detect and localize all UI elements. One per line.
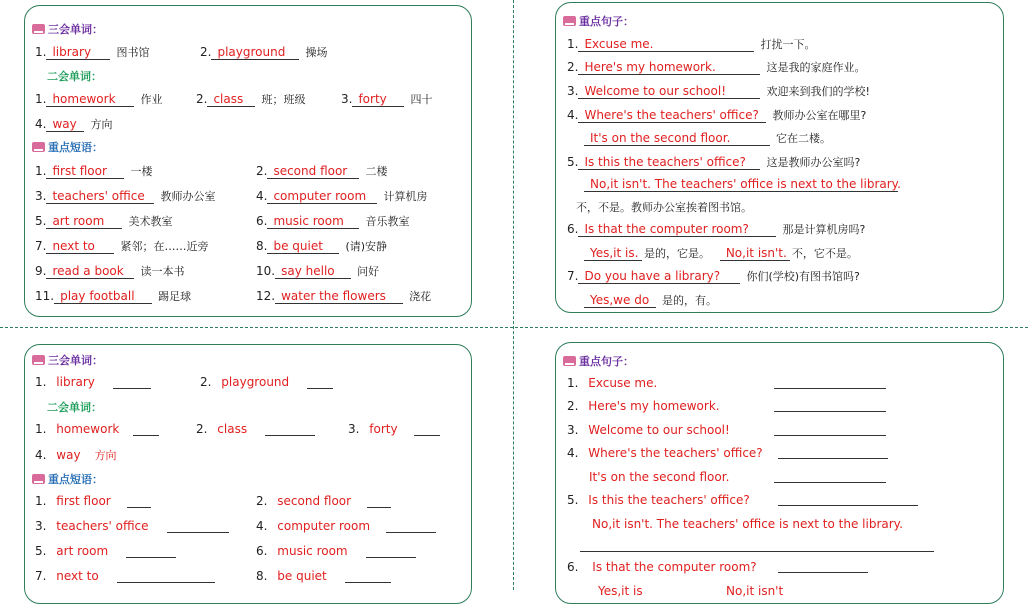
vocab-card-blank bbox=[24, 344, 472, 604]
answer-blank[interactable] bbox=[774, 399, 886, 412]
word-row: 3. forty 四十 bbox=[341, 92, 433, 106]
word-row: 1. library 图书馆 bbox=[35, 45, 150, 59]
answer-blank[interactable] bbox=[774, 470, 886, 483]
word-row: 4. way 方向 bbox=[35, 448, 117, 462]
sentence-row: Yes,it is. 是的，它是。 No,it isn't. 不，它不是。 bbox=[584, 245, 858, 261]
answer-blank[interactable] bbox=[367, 495, 391, 508]
phrase-row: 6. music room 音乐教室 bbox=[256, 214, 410, 228]
answer-blank[interactable] bbox=[774, 376, 886, 389]
answer-blank[interactable] bbox=[366, 545, 416, 558]
word-row: 2. playground bbox=[200, 375, 333, 389]
word-row: 2. class bbox=[196, 422, 315, 436]
answer-blank[interactable] bbox=[126, 545, 176, 558]
word-row: 1. homework bbox=[35, 422, 159, 436]
phrase-row: 1. first floor 一楼 bbox=[35, 164, 153, 178]
answer-blank[interactable] bbox=[778, 493, 918, 506]
phrase-row: 6. music room bbox=[256, 544, 416, 558]
answer-blank[interactable] bbox=[345, 570, 391, 583]
phrase-row: 2. second floor bbox=[256, 494, 391, 508]
phrase-row: 1. first floor bbox=[35, 494, 151, 508]
phrase-row: 3. teachers' office bbox=[35, 519, 229, 533]
answer-blank[interactable] bbox=[778, 560, 868, 573]
section-phrases: 重点短语： bbox=[32, 471, 103, 487]
phrase-row: 5. art room 美术教室 bbox=[35, 214, 173, 228]
sentence-row: 4. Where's the teachers' office? bbox=[567, 446, 763, 460]
sentence-row: 5. Is this the teachers' office? 这是教师办公室吗? bbox=[567, 155, 861, 169]
sentence-row: No,it isn't. The teachers' office is next to the library. bbox=[584, 177, 898, 192]
word-row: 2. playground 操场 bbox=[200, 45, 328, 59]
answer-blank[interactable] bbox=[167, 520, 229, 533]
word-row: 1. homework 作业 bbox=[35, 92, 163, 106]
word-row: 2. class 班；班级 bbox=[196, 92, 306, 106]
phrase-row: 3. teachers' office 教师办公室 bbox=[35, 189, 216, 203]
answer-blank[interactable] bbox=[265, 423, 315, 436]
phrase-row: 11. play football 踢足球 bbox=[35, 289, 192, 303]
section-sentences: 重点句子： bbox=[563, 13, 634, 29]
answer-blank[interactable] bbox=[774, 423, 886, 436]
phrase-row: 12. water the flowers 浇花 bbox=[256, 289, 432, 303]
phrase-row: 5. art room bbox=[35, 544, 176, 558]
book-icon bbox=[563, 356, 576, 366]
phrase-row: 9. read a book 读一本书 bbox=[35, 264, 185, 278]
answer-blank[interactable] bbox=[778, 446, 888, 459]
book-icon bbox=[32, 474, 45, 484]
phrase-row: 4. computer room bbox=[256, 519, 436, 533]
sentence-row: 6. Is that the computer room? 那是计算机房吗? bbox=[567, 222, 866, 236]
sentence-row: 6. Is that the computer room? bbox=[567, 560, 757, 574]
sentence-row: Yes,it is bbox=[598, 584, 643, 598]
section-phrases: 重点短语： bbox=[32, 139, 103, 155]
book-icon bbox=[32, 24, 45, 34]
horizontal-divider bbox=[0, 327, 1028, 328]
sentence-row: No,it isn't. The teachers' office is next to the library. bbox=[592, 517, 903, 531]
answer-blank[interactable] bbox=[580, 539, 934, 552]
word-row: 4. way 方向 bbox=[35, 117, 113, 131]
book-icon bbox=[563, 16, 576, 26]
answer-blank[interactable] bbox=[133, 423, 159, 436]
sentence-row: 1. Excuse me. bbox=[567, 376, 658, 390]
sentence-row: 3. Welcome to our school! 欢迎来到我们的学校! bbox=[567, 84, 870, 98]
phrase-row: 4. computer room 计算机房 bbox=[256, 189, 428, 203]
sentence-row: 7. Do you have a library? 你们(学校)有图书馆吗? bbox=[567, 269, 860, 283]
sentence-row: 3. Welcome to our school! bbox=[567, 423, 730, 437]
sentences-card-answers bbox=[555, 2, 1004, 313]
phrase-row: 7. next to bbox=[35, 569, 215, 583]
sentence-row: 2. Here's my homework. bbox=[567, 399, 720, 413]
sentence-row: 4. Where's the teachers' office? 教师办公室在哪里? bbox=[567, 108, 867, 122]
word-row: 3. forty bbox=[348, 422, 440, 436]
sentence-row: 1. Excuse me. 打扰一下。 bbox=[567, 37, 816, 51]
answer-blank[interactable] bbox=[117, 570, 215, 583]
sentence-row: It's on the second floor. 它在二楼。 bbox=[584, 130, 831, 146]
section-three-words: 三会单词： bbox=[32, 21, 103, 37]
book-icon bbox=[32, 355, 45, 365]
phrase-row: 8. be quiet (请)安静 bbox=[256, 239, 388, 253]
section-three-words: 三会单词： bbox=[32, 352, 103, 368]
phrase-row: 2. second floor 二楼 bbox=[256, 164, 388, 178]
answer-blank[interactable] bbox=[113, 376, 151, 389]
sentence-row: No,it isn't bbox=[726, 584, 784, 598]
sentence-row: It's on the second floor. bbox=[589, 470, 730, 484]
answer-blank[interactable] bbox=[307, 376, 333, 389]
sentence-row: 不，不是。教师办公室挨着图书馆。 bbox=[576, 201, 752, 214]
answer-blank[interactable] bbox=[127, 495, 151, 508]
sentences-card-blank bbox=[555, 342, 1004, 604]
sentence-row: Yes,we do 是的，有。 bbox=[584, 292, 717, 308]
book-icon bbox=[32, 142, 45, 152]
section-two-words: 二会单词： bbox=[47, 70, 102, 83]
section-sentences: 重点句子： bbox=[563, 353, 634, 369]
section-two-words: 二会单词： bbox=[47, 401, 102, 414]
sentence-row: 2. Here's my homework. 这是我的家庭作业。 bbox=[567, 60, 866, 74]
phrase-row: 7. next to 紧邻；在……近旁 bbox=[35, 239, 209, 253]
answer-blank[interactable] bbox=[386, 520, 436, 533]
vertical-divider bbox=[513, 0, 514, 590]
sentence-row: 5. Is this the teachers' office? bbox=[567, 493, 750, 507]
phrase-row: 10. say hello 问好 bbox=[256, 264, 380, 278]
vocab-card-answers bbox=[24, 5, 472, 317]
phrase-row: 8. be quiet bbox=[256, 569, 391, 583]
answer-blank[interactable] bbox=[414, 423, 440, 436]
word-row: 1. library bbox=[35, 375, 151, 389]
